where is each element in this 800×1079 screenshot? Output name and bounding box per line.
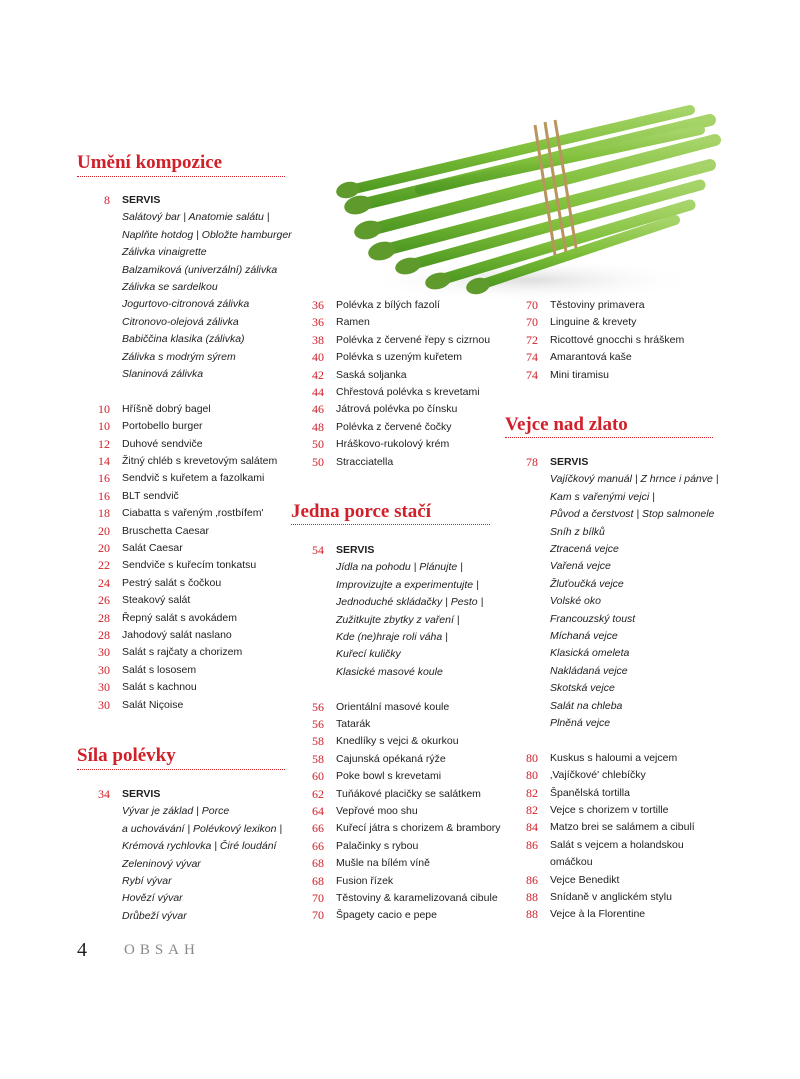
toc-entry-title: Salát na chleba [550,699,623,712]
toc-entry-title: Naplňte hotdog | Obložte hamburger [122,228,292,241]
toc-entry-title: Polévka s uzeným kuřetem [336,351,463,364]
toc-entry-title: Saská soljanka [336,368,407,381]
toc-entry-title: Salátový bar | Anatomie salátu | [122,211,270,224]
toc-page-number: 86 [526,837,538,852]
toc-page-number: 36 [312,298,324,312]
toc-entry-title: Játrová polévka po čínsku [336,403,458,416]
toc-page-number: 16 [98,471,110,486]
toc-page-number: 78 [526,455,538,469]
toc-entry-title: Balzamiková (univerzální) zálivka [122,263,278,276]
toc-entry-title: Vajíčkový manuál | Z hrnce i pánve | [550,473,719,486]
toc-entry-title: omáčkou [550,856,593,869]
toc-entry-title: Ztracená vejce [550,543,619,555]
toc-entry-title: Polévka z červené čočky [336,420,452,433]
toc-page-number: 42 [312,367,324,382]
toc-page-number: 20 [98,541,110,555]
toc-page-number: 20 [98,523,110,538]
toc-entry-title: Zálivka se sardelkou [122,281,218,293]
toc-entry-title: Krémová rychlovka | Čiré loudání [122,840,277,853]
toc-page-number: 30 [98,697,110,712]
toc-entry-title: Poke bowl s krevetami [336,770,442,783]
toc-entry-title: Citronovo-olejová zálivka [122,315,239,328]
toc-entry-title: Linguine & krevety [550,316,637,329]
toc-page-number: 18 [98,506,110,521]
toc-page-number: 22 [98,558,110,573]
page-number: 4 [77,939,87,961]
toc-entry-title: Původ a čerstvost | Stop salmonele [550,508,715,521]
toc-entry-title: Tatarák [336,718,371,730]
toc-entry-title: Amarantová kaše [550,351,632,364]
section-heading-umeni-kompozice: Umění kompozice [77,152,223,173]
toc-page-number: 16 [98,488,110,503]
toc-page-number: 60 [312,769,324,784]
toc-page-number: 74 [526,350,538,365]
toc-entry-title: SERVIS [336,544,375,556]
toc-entry-title: Vývar je základ | Porce [122,805,230,818]
toc-entry-title: Vejce Benedikt [550,873,620,886]
toc-page-number: 10 [98,419,110,434]
page-section-label: OBSAH [124,942,200,958]
toc-entry-title: Španělská tortilla [550,786,630,799]
toc-page-number: 70 [312,908,324,923]
toc-entry-title: Míchaná vejce [550,630,618,642]
toc-entry-title: Salát s lososem [122,663,197,676]
toc-entry-title: Kuřecí kuličky [336,648,401,661]
section-heading-sila-polevky: Síla polévky [77,745,176,766]
toc-entry-title: Rybí vývar [122,875,172,887]
toc-page-number: 80 [526,750,538,765]
toc-page-number: 62 [312,786,324,801]
toc-page-number: 88 [526,907,538,922]
toc-entry-title: Nakládaná vejce [550,664,628,677]
toc-entry-title: Salát s kachnou [122,681,197,694]
toc-page-number: 36 [312,315,324,330]
toc-page-number: 66 [312,821,324,836]
toc-entry-title: Improvizujte a experimentujte | [336,578,479,591]
toc-page-number: 74 [526,367,538,382]
toc-entry-title: Mušle na bílém víně [336,857,430,870]
toc-entry-title: BLT sendvič [122,489,179,502]
toc-page-number: 88 [526,890,538,904]
toc-entry-title: Palačinky s rybou [336,839,419,852]
toc-entry-title: Vejce s chorizem v tortille [550,804,669,816]
toc-page-number: 84 [526,820,538,835]
toc-entry-title: Kam s vařenými vejci | [550,490,655,503]
toc-entry-title: Salát Caesar [122,542,183,554]
toc-entry-title: Ramen [336,316,370,329]
toc-page-number: 28 [98,610,110,625]
section-heading-jedna-porce-staci: Jedna porce stačí [291,501,432,522]
toc-entry-title: Stracciatella [336,455,394,468]
toc-entry-title: Jogurtovo-citronová zálivka [122,298,250,311]
toc-page-number: 40 [312,350,324,365]
toc-entry-title: SERVIS [550,456,589,468]
toc-page-number: 28 [98,628,110,642]
toc-page-number: 30 [98,680,110,695]
toc-entry-title: Bruschetta Caesar [122,524,209,537]
toc-page-number: 56 [312,699,324,714]
toc-entry-title: Vepřové moo shu [336,805,418,817]
toc-entry-title: Hovězí vývar [122,892,183,905]
heading-rule [291,524,490,525]
toc-entry-title: Těstoviny primavera [550,299,645,311]
heading-rule [77,769,285,770]
toc-entry-title: Matzo brei se salámem a cibulí [550,821,695,834]
toc-entry-title: Jahodový salát naslano [122,629,232,641]
toc-entry-title: Slaninová zálivka [122,368,204,380]
toc-page-number: 58 [312,734,324,749]
toc-page-number: 46 [312,402,324,417]
toc-entry-title: Portobello burger [122,420,203,433]
toc-entry-title: Sendviče s kuřecím tonkatsu [122,559,257,572]
toc-entry-title: Pestrý salát s čočkou [122,576,222,589]
asparagus-photo [330,70,730,310]
toc-page-number: 30 [98,645,110,660]
toc-entry-title: SERVIS [122,194,161,206]
toc-page-number: 82 [526,803,538,817]
toc-entry-title: Salát s rajčaty a chorizem [122,646,243,659]
section-heading-vejce-nad-zlato: Vejce nad zlato [505,414,628,435]
toc-page-number: 70 [526,298,538,312]
toc-entry-title: Žitný chléb s krevetovým salátem [122,455,278,467]
toc-entry-title: Knedlíky s vejci & okurkou [336,735,459,748]
toc-entry-title: Sendvič s kuřetem a fazolkami [122,472,265,485]
toc-entry-title: Klasická omeleta [550,647,630,660]
toc-entry-title: Tuňákové placičky se salátkem [336,787,481,800]
toc-page-number: 64 [312,804,324,818]
toc-entry-title: a uchovávání | Polévkový lexikon | [122,822,283,835]
toc-page-number: 34 [98,787,110,801]
toc-page-number: 12 [98,436,110,451]
toc-page-number: 66 [312,838,324,853]
toc-entry-title: Skotská vejce [550,682,615,695]
toc-entry-title: Polévka z bílých fazolí [336,299,440,311]
toc-entry-title: Kuřecí játra s chorizem & brambory [336,822,501,835]
toc-entry-title: Cajunská opékaná rýže [336,752,446,765]
toc-page-number: 50 [312,454,324,469]
toc-page-number: 70 [526,315,538,330]
toc-entry-title: Klasické masové koule [336,665,443,678]
toc-entry-title: Hráškovo-rukolový krém [336,438,450,451]
toc-entry-title: Mini tiramisu [550,368,609,381]
toc-entry-title: Polévka z červené řepy s cizrnou [336,333,491,346]
toc-entry-title: Zálivka s modrým sýrem [122,350,236,363]
toc-entry-title: Babiččina klasika (zálivka) [122,333,245,346]
toc-page-number: 82 [526,785,538,800]
toc-entry-title: Vejce à la Florentine [550,908,646,921]
toc-entry-title: Sníh z bílků [550,525,605,538]
toc-entry-title: Kde (ne)hraje roli váha | [336,631,448,643]
toc-page-number: 8 [104,193,110,207]
toc-entry-title: Plněná vejce [550,717,611,729]
toc-entry-title: Salát s vejcem a holandskou [550,838,684,851]
toc-page-number: 14 [98,454,110,468]
toc-entry-title: Zužitkujte zbytky z vaření | [336,613,460,626]
toc-entry-title: Kuskus s haloumi a vejcem [550,751,678,764]
heading-rule [77,176,285,177]
toc-page-number: 50 [312,437,324,452]
toc-page-number: 54 [312,543,324,557]
toc-entry-title: Ricottové gnocchi s hráškem [550,333,685,346]
toc-entry-title: Zálivka vinaigrette [122,246,207,259]
toc-entry-title: Jídla na pohodu | Plánujte | [336,561,463,574]
toc-entry-title: Drůbeží vývar [122,909,187,922]
toc-entry-title: Zeleninový vývar [122,857,201,870]
toc-entry-title: SERVIS [122,788,161,800]
toc-page-number: 80 [526,768,538,783]
toc-page-number: 68 [312,873,324,888]
toc-entry-title: Žluťoučká vejce [550,577,624,590]
toc-entry-title: Těstoviny & karamelizovaná cibule [336,892,498,904]
toc-page-number: 38 [312,332,324,347]
toc-entry-title: Hříšně dobrý bagel [122,402,211,415]
toc-entry-title: Vařená vejce [550,560,611,573]
toc-page-number: 56 [312,717,324,731]
toc-page-number: 58 [312,751,324,766]
toc-entry-title: Špagety cacio e pepe [336,909,437,922]
toc-page-number: 24 [98,575,110,590]
toc-entry-title: Duhové sendviče [122,437,203,450]
toc-entry-title: Ciabatta s vařeným ‚rostbífem' [122,507,264,520]
toc-entry-title: Jednoduché skládačky | Pesto | [336,596,484,609]
toc-entry-title: Francouzský toust [550,612,636,625]
toc-page-number: 70 [312,891,324,905]
toc-page-number: 26 [98,593,110,608]
toc-page-number: 68 [312,856,324,871]
toc-entry-title: Salát Niçoise [122,698,184,711]
toc-page-number: 48 [312,419,324,434]
toc-page-number: 44 [312,385,324,399]
toc-entry-title: Snídaně v anglickém stylu [550,891,672,903]
toc-entry-title: Orientální masové koule [336,700,450,713]
toc-page-number: 72 [526,332,538,347]
toc-page-number: 30 [98,662,110,677]
toc-entry-title: ‚Vajíčkové' chlebíčky [550,769,646,782]
heading-rule [505,437,713,438]
toc-entry-title: Fusion řízek [336,874,394,887]
toc-entry-title: Chřestová polévka s krevetami [336,386,480,398]
toc-page-number: 10 [98,401,110,416]
toc-entry-title: Řepný salát s avokádem [122,611,237,624]
toc-page-number: 86 [526,872,538,887]
toc-entry-title: Volské oko [550,595,601,608]
toc-entry-title: Steakový salát [122,594,191,607]
